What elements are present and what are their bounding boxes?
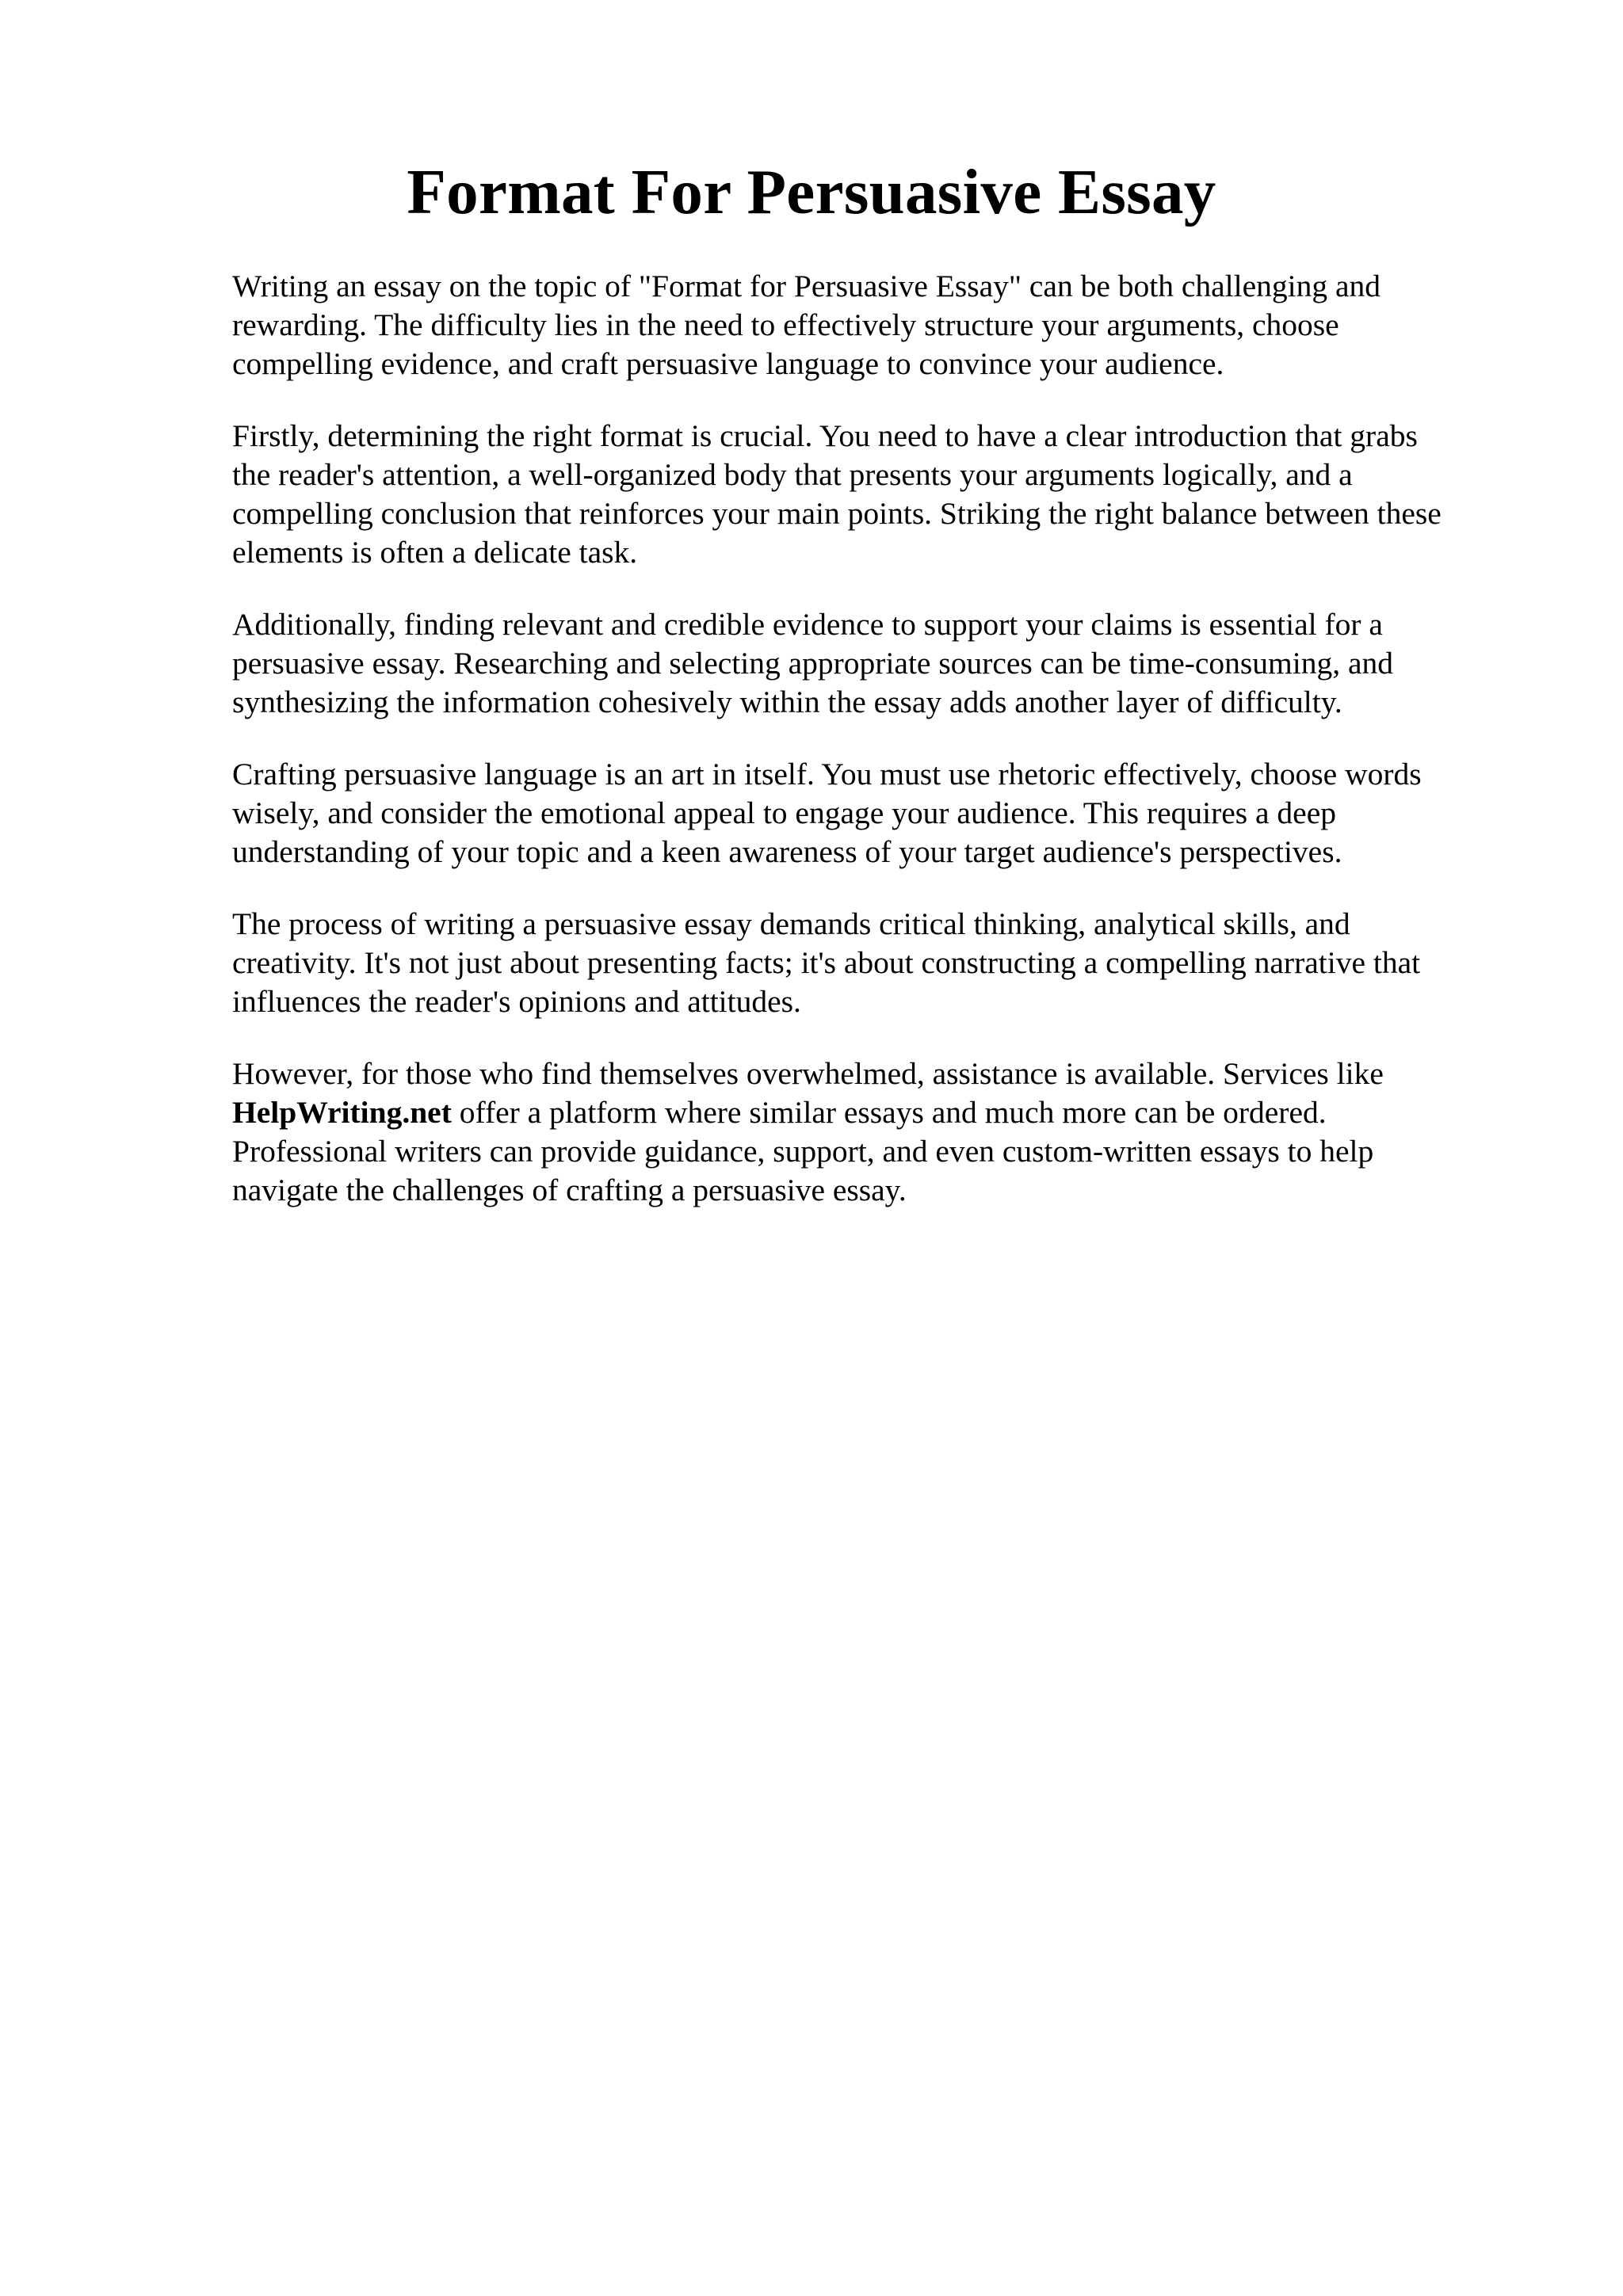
- paragraph-line: influences the reader's opinions and attitudes.: [232, 984, 801, 1019]
- paragraph-line: the reader's attention, a well-organized body that presents your arguments logically, and a: [232, 457, 1353, 492]
- paragraph-line: rewarding. The difficulty lies in the need to effectively structure your arguments, choose: [232, 307, 1339, 342]
- paragraph-6: [232, 1055, 1532, 1210]
- paragraph-line: persuasive essay. Researching and selecting appropriate sources can be time-consuming, and: [232, 646, 1394, 681]
- paragraph-line: Writing an essay on the topic of "Format for Persuasive Essay" can be both challenging and: [232, 269, 1381, 303]
- paragraph-5: [232, 905, 1532, 1021]
- paragraph-line: synthesizing the information cohesively within the essay adds another layer of difficulty.: [232, 685, 1342, 719]
- paragraph-line: understanding of your topic and a keen awareness of your target audience's perspectives.: [232, 834, 1342, 869]
- paragraph-line: wisely, and consider the emotional appeal to engage your audience. This requires a deep: [232, 795, 1336, 830]
- essay-body: [232, 267, 1532, 1243]
- paragraph-line-rest: offer a platform where similar essays and much more can be ordered.: [451, 1095, 1327, 1130]
- paragraph-line: [232, 1093, 1532, 1132]
- paragraph-3: [232, 605, 1532, 722]
- paragraph-2: [232, 417, 1532, 572]
- paragraph-line: compelling evidence, and craft persuasive language to convince your audience.: [232, 346, 1224, 381]
- paragraph-line: The process of writing a persuasive essay demands critical thinking, analytical skills, and: [232, 906, 1350, 941]
- page-title: Format For Persuasive Essay: [407, 156, 1216, 227]
- paragraph-line: Additionally, finding relevant and credible evidence to support your claims is essential for a: [232, 607, 1383, 642]
- paragraph-4: [232, 755, 1532, 871]
- paragraph-line: creativity. It's not just about presenting facts; it's about constructing a compelling narrative that: [232, 945, 1421, 980]
- paragraph-line: navigate the challenges of crafting a persuasive essay.: [232, 1173, 907, 1207]
- paragraph-1: [232, 267, 1532, 383]
- helpwriting-link[interactable]: HelpWriting.net: [232, 1095, 452, 1130]
- paragraph-line: Professional writers can provide guidance, support, and even custom-written essays to help: [232, 1134, 1374, 1169]
- paragraph-line: elements is often a delicate task.: [232, 535, 638, 570]
- paragraph-line: However, for those who find themselves overwhelmed, assistance is available. Services like: [232, 1056, 1384, 1091]
- paragraph-line: Firstly, determining the right format is crucial. You need to have a clear introduction that grabs: [232, 418, 1418, 453]
- paragraph-line: compelling conclusion that reinforces your main points. Striking the right balance between these: [232, 496, 1442, 531]
- paragraph-line: Crafting persuasive language is an art in itself. You must use rhetoric effectively, choose words: [232, 757, 1422, 791]
